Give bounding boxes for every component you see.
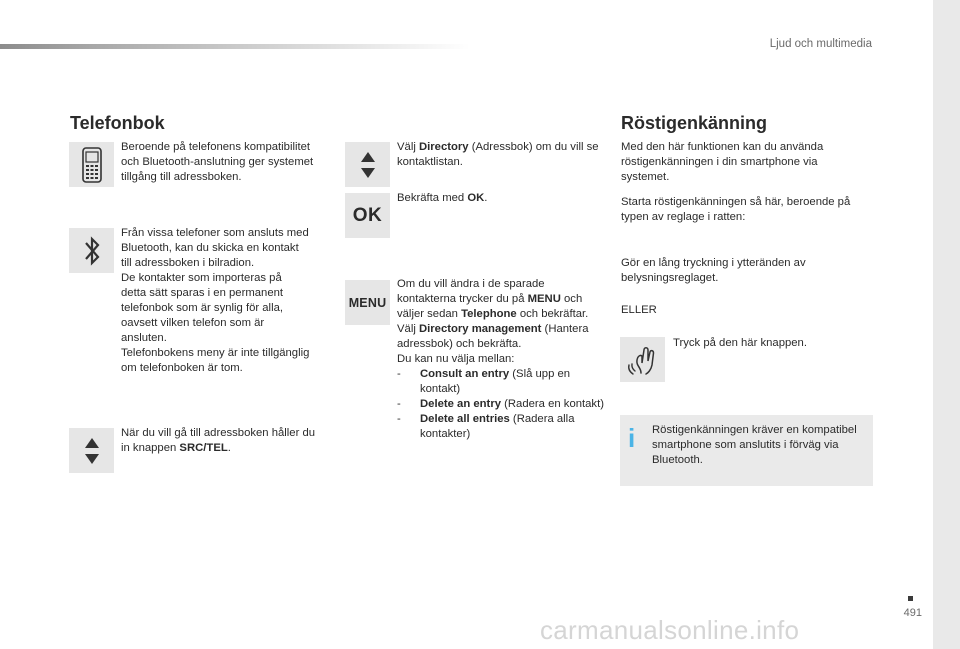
option-key: Delete an entry [420,398,501,410]
list-item [397,367,605,397]
up-down-arrows-icon [345,142,390,187]
import-line: De kontakter som importeras på [121,272,282,284]
info-note-text: Röstigenkänningen kräver en kompatibel smartphone som anslutits i förväg via Bluetooth. [652,424,857,466]
bluetooth-icon [69,228,114,273]
import-line: detta sätt sparas i en permanent [121,287,284,299]
ok-key: OK [467,192,485,204]
step1-text-end: (Adressbok) om du vill se kontaktlistan. [397,141,599,168]
list-dash: - [397,368,401,380]
page-number: 491 [903,607,922,619]
import-line: oavsett vilken telefon som är [121,317,265,329]
import-line: telefonbok som är synlig för alla, [121,302,284,314]
import-line: om telefonboken är tom. [121,362,243,374]
import-line: Telefonbokens meny är inte tillgänglig [121,347,310,359]
voice-intro-text: Med den här funktionen kan du använda röstigenkänningen i din smartphone via systemet. [621,141,824,183]
voice-start-text: Starta röstigenkänningen så här, beroende på typen av reglage i ratten: [621,196,851,223]
menu-button-icon [345,280,390,325]
directory-management-key: Directory management [418,323,542,335]
step1-text: Välj [397,141,419,153]
step2-text-end: . [484,192,488,204]
phonebook-import-text [121,226,331,376]
step3-text: Om du vill ändra i de sparade kontakterna trycker du på [397,278,545,305]
option-desc: (Slå upp en kontakt) [420,368,571,395]
info-icon: i [628,423,636,453]
press-button-text: Tryck på den här knappen. [673,337,807,349]
step3b-text-end: (Hantera adressbok) och bekräfta. [397,323,589,350]
voice-long-press-text: Gör en lång tryckning i ytteränden av belysningsreglaget. [621,257,806,284]
list-dash: - [397,413,401,425]
page-marker [908,596,913,601]
ok-label: OK [352,204,383,226]
chapter-title: Ljud och multimedia [769,38,872,50]
list-item-text [420,367,605,397]
import-line: till adressboken i bilradion. [121,257,255,269]
import-line: Från vissa telefoner som ansluts med [121,227,309,239]
info-note-box [620,415,873,486]
confirm-ok-text [397,191,602,206]
phone-icon [69,142,114,187]
access-text-end: . [227,442,231,454]
phonebook-intro-text: Beroende på telefonens kompatibilitet och Bluetooth-anslutning ger systemet tillgång till adressboken. [121,141,314,183]
directory-key: Directory [418,141,469,153]
step3b-text: Välj [397,323,419,335]
choose-options-text: Du kan nu välja mellan: [397,353,515,365]
list-item [397,397,605,412]
option-key: Delete all entries [420,413,510,425]
menu-key: MENU [527,293,561,305]
list-item [397,412,605,442]
access-text: När du vill gå till adressboken håller du in knappen [121,427,316,454]
option-desc: (Radera alla kontakter) [420,413,575,440]
section-title-phonebook: Telefonbok [70,113,165,133]
option-desc: (Radera en kontakt) [501,398,604,410]
import-line: Bluetooth, kan du skicka en kontakt [121,242,299,254]
ok-button-icon [345,193,390,238]
step3-text-mid: och väljer sedan [397,293,583,320]
phonebook-access-text [121,426,321,456]
src-tel-key: SRC/TEL [179,442,228,454]
list-item-text [420,397,604,412]
step3-text-end: och bekräftar. [516,308,589,320]
option-key: Consult an entry [420,368,510,380]
list-dash: - [397,398,401,410]
import-line: ansluten. [121,332,167,344]
step2-text: Bekräfta med [397,192,468,204]
select-directory-text [397,140,602,170]
section-title-voice-recognition: Röstigenkänning [621,113,768,133]
menu-label: MENU [348,295,387,310]
page-side-strip [933,0,960,649]
header-gradient-bar [0,44,470,49]
voice-command-icon [620,337,665,382]
list-item-text [420,412,605,442]
telephone-key: Telephone [461,308,517,320]
edit-contacts-text [397,277,605,442]
watermark: carmanualsonline.info [540,615,800,645]
up-down-arrows-icon [69,428,114,473]
or-text: ELLER [621,304,657,316]
